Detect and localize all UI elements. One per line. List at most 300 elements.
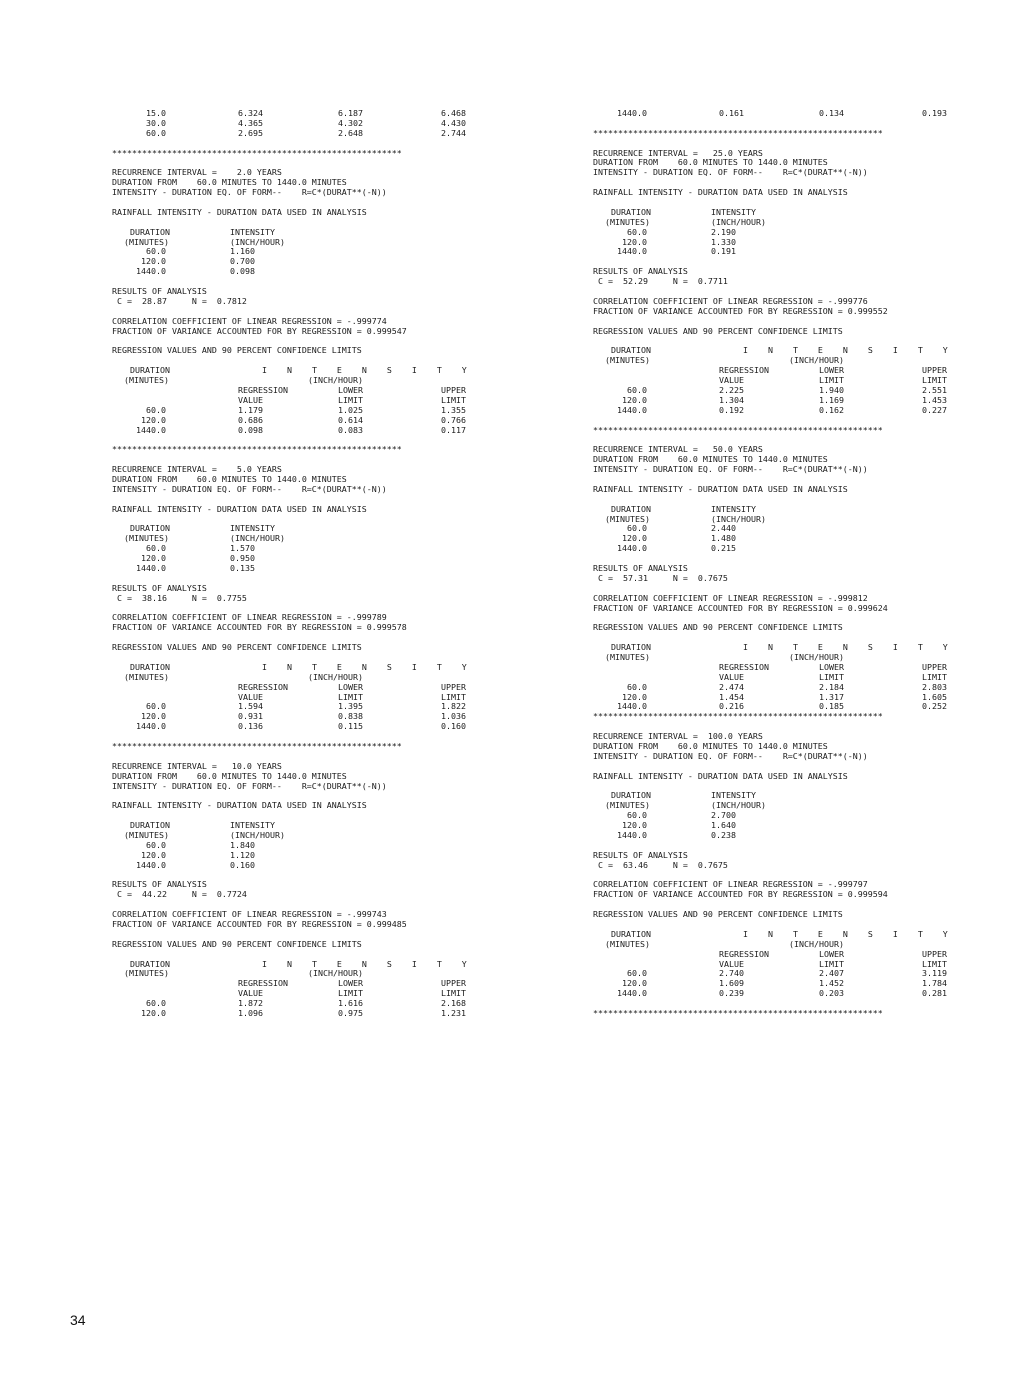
table-row	[112, 396, 492, 406]
variance-line	[112, 327, 492, 337]
cell-value: 1.160	[230, 246, 255, 257]
table-row	[112, 673, 492, 683]
results-values	[593, 574, 973, 584]
cell-duration: 60.0	[627, 968, 647, 979]
cell-value: 1.355	[441, 404, 466, 415]
table-row	[593, 653, 973, 663]
cell-duration: C = 63.46 N = 0.7675	[593, 859, 728, 870]
results-values	[112, 890, 492, 900]
cell-duration: RAINFALL INTENSITY - DURATION DATA USED IN ANALYSIS	[112, 503, 367, 514]
stars-separator	[112, 445, 492, 455]
table-row	[593, 544, 973, 554]
cell-duration: 60.0	[627, 226, 647, 237]
cell-value: REGRESSION	[238, 978, 288, 989]
table-row	[593, 376, 973, 386]
cell-duration: 1440.0	[136, 562, 166, 573]
cell-value: 0.686	[238, 414, 263, 425]
cell-value: LOWER	[819, 661, 844, 672]
table-row	[593, 831, 973, 841]
cell-duration: 120.0	[622, 236, 647, 247]
cell-value: INTENSITY	[230, 523, 275, 534]
cell-duration: 60.0	[146, 127, 166, 138]
cell-duration: 60.0	[146, 404, 166, 415]
stars-separator	[593, 426, 973, 436]
cell-value: 0.950	[230, 553, 255, 564]
cell-duration: INTENSITY - DURATION EQ. OF FORM-- R=C*(DURAT**(-N))	[112, 483, 387, 494]
equation-form-line	[593, 752, 973, 762]
cell-duration: RAINFALL INTENSITY - DURATION DATA USED IN ANALYSIS	[593, 483, 848, 494]
results-values	[593, 277, 973, 287]
cell-value: 0.098	[230, 266, 255, 277]
cell-duration: 120.0	[141, 849, 166, 860]
cell-value: I N T E N S I T Y	[743, 345, 948, 356]
cell-value: 2.648	[338, 127, 363, 138]
cell-value: 1.822	[441, 701, 466, 712]
cell-value: I N T E N S I T Y	[743, 642, 948, 653]
cell-value: VALUE	[719, 375, 744, 386]
cell-duration: **********************************************************	[593, 424, 883, 435]
regression-heading	[593, 910, 973, 920]
stars-separator	[112, 742, 492, 752]
table-row	[112, 831, 492, 841]
data-heading	[593, 188, 973, 198]
cell-value: UPPER	[922, 365, 947, 376]
cell-value: (INCH/HOUR)	[789, 938, 844, 949]
stars-separator	[112, 149, 492, 159]
table-row	[112, 257, 492, 267]
table-row	[112, 821, 492, 831]
cell-duration: C = 38.16 N = 0.7755	[112, 592, 247, 603]
cell-duration: 60.0	[146, 998, 166, 1009]
cell-duration: RECURRENCE INTERVAL = 25.0 YEARS	[593, 147, 763, 158]
cell-duration: **********************************************************	[112, 741, 402, 751]
cell-duration: FRACTION OF VARIANCE ACCOUNTED FOR BY REGRESSION = 0.999485	[112, 919, 407, 930]
cell-duration: RAINFALL INTENSITY - DURATION DATA USED IN ANALYSIS	[593, 770, 848, 781]
table-row	[112, 544, 492, 554]
cell-duration: INTENSITY - DURATION EQ. OF FORM-- R=C*(DURAT**(-N))	[112, 187, 387, 198]
cell-value: INTENSITY	[230, 226, 275, 237]
table-row	[112, 129, 492, 139]
cell-value: VALUE	[238, 691, 263, 702]
variance-line	[593, 604, 973, 614]
table-row	[593, 366, 973, 376]
table-row	[112, 683, 492, 693]
cell-duration: (MINUTES)	[605, 513, 650, 524]
table-row	[112, 426, 492, 436]
cell-duration: 1440.0	[617, 988, 647, 999]
table-row	[593, 930, 973, 940]
cell-value: 0.215	[711, 543, 736, 554]
cell-duration: 60.0	[146, 246, 166, 257]
cell-value: VALUE	[719, 958, 744, 969]
cell-value: 0.134	[819, 108, 844, 118]
cell-duration: DURATION	[130, 820, 170, 831]
cell-value: 0.614	[338, 414, 363, 425]
cell-value: 0.281	[922, 988, 947, 999]
cell-value: LIMIT	[819, 375, 844, 386]
cell-value: 3.119	[922, 968, 947, 979]
cell-value: LIMIT	[338, 394, 363, 405]
cell-value: 6.187	[338, 108, 363, 118]
cell-duration: 60.0	[627, 810, 647, 821]
table-row	[593, 801, 973, 811]
cell-value: 0.098	[238, 424, 263, 435]
table-row	[112, 109, 492, 119]
cell-value: 1.480	[711, 533, 736, 544]
cell-duration: **********************************************************	[112, 147, 402, 158]
cell-duration: REGRESSION VALUES AND 90 PERCENT CONFIDENCE LIMITS	[593, 325, 843, 336]
cell-value: 1.454	[719, 691, 744, 702]
cell-value: 4.430	[441, 117, 466, 128]
stars-separator	[593, 129, 973, 139]
cell-value: 1.169	[819, 394, 844, 405]
cell-value: REGRESSION	[238, 384, 288, 395]
cell-value: (INCH/HOUR)	[711, 216, 766, 227]
table-row	[112, 534, 492, 544]
cell-duration: DURATION FROM 60.0 MINUTES TO 1440.0 MINUTES	[112, 770, 347, 781]
cell-value: LOWER	[819, 948, 844, 959]
cell-value: 0.136	[238, 721, 263, 732]
cell-duration: 1440.0	[136, 266, 166, 277]
cell-value: 1.609	[719, 978, 744, 989]
cell-value: 0.252	[922, 701, 947, 712]
cell-duration: DURATION	[611, 642, 651, 653]
cell-value: LOWER	[338, 681, 363, 692]
cell-value: 1.840	[230, 839, 255, 850]
cell-duration: 120.0	[141, 414, 166, 425]
stars-separator	[593, 1009, 973, 1019]
cell-value: 0.192	[719, 404, 744, 415]
table-row	[112, 693, 492, 703]
cell-duration: FRACTION OF VARIANCE ACCOUNTED FOR BY REGRESSION = 0.999547	[112, 325, 407, 336]
cell-duration: 120.0	[622, 394, 647, 405]
table-row	[112, 1009, 492, 1019]
cell-duration: C = 52.29 N = 0.7711	[593, 276, 728, 287]
cell-duration: RAINFALL INTENSITY - DURATION DATA USED IN ANALYSIS	[112, 206, 367, 217]
cell-duration: REGRESSION VALUES AND 90 PERCENT CONFIDENCE LIMITS	[112, 345, 362, 356]
cell-duration: REGRESSION VALUES AND 90 PERCENT CONFIDENCE LIMITS	[593, 909, 843, 920]
cell-duration: 120.0	[141, 256, 166, 267]
cell-value: 1.096	[238, 1008, 263, 1019]
cell-duration: DURATION	[611, 345, 651, 356]
cell-value: 1.036	[441, 711, 466, 722]
cell-value: 1.616	[338, 998, 363, 1009]
cell-value: VALUE	[719, 671, 744, 682]
cell-value: INTENSITY	[711, 206, 756, 217]
cell-value: 1.640	[711, 820, 736, 831]
cell-duration: DURATION	[611, 790, 651, 801]
table-row	[593, 356, 973, 366]
cell-duration: DURATION	[130, 661, 170, 672]
cell-duration: FRACTION OF VARIANCE ACCOUNTED FOR BY REGRESSION = 0.999624	[593, 602, 888, 613]
equation-form-line	[593, 168, 973, 178]
cell-duration: C = 28.87 N = 0.7812	[112, 295, 247, 306]
table-row	[112, 554, 492, 564]
cell-duration: RESULTS OF ANALYSIS	[112, 582, 207, 593]
table-row	[112, 228, 492, 238]
cell-value: 0.083	[338, 424, 363, 435]
cell-duration: DURATION	[130, 365, 170, 376]
table-row	[593, 940, 973, 950]
results-values	[112, 297, 492, 307]
cell-value: 1.605	[922, 691, 947, 702]
table-row	[593, 989, 973, 999]
cell-value: 1.395	[338, 701, 363, 712]
cell-value: 0.238	[711, 830, 736, 841]
cell-duration: CORRELATION COEFFICIENT OF LINEAR REGRESSION = -.999789	[112, 612, 387, 623]
cell-duration: C = 44.22 N = 0.7724	[112, 889, 247, 900]
cell-value: LIMIT	[922, 375, 947, 386]
variance-line	[112, 623, 492, 633]
table-row	[593, 683, 973, 693]
cell-duration: INTENSITY - DURATION EQ. OF FORM-- R=C*(DURAT**(-N))	[593, 464, 868, 475]
cell-duration: 1440.0	[136, 721, 166, 732]
cell-value: 0.160	[230, 859, 255, 870]
cell-value: 1.179	[238, 404, 263, 415]
cell-duration: 1440.0	[136, 859, 166, 870]
cell-value: 0.161	[719, 108, 744, 118]
cell-value: 2.168	[441, 998, 466, 1009]
cell-duration: (MINUTES)	[124, 671, 169, 682]
cell-value: VALUE	[238, 394, 263, 405]
table-row	[593, 693, 973, 703]
regression-heading	[112, 940, 492, 950]
table-row	[593, 109, 973, 119]
table-row	[593, 505, 973, 515]
data-heading	[593, 772, 973, 782]
cell-duration: DURATION	[611, 928, 651, 939]
table-row	[112, 999, 492, 1009]
cell-duration: REGRESSION VALUES AND 90 PERCENT CONFIDENCE LIMITS	[112, 642, 362, 653]
table-row	[593, 969, 973, 979]
regression-heading	[112, 643, 492, 653]
cell-value: LIMIT	[338, 691, 363, 702]
cell-value: 0.193	[922, 108, 947, 118]
cell-value: LOWER	[338, 978, 363, 989]
table-row	[112, 416, 492, 426]
cell-duration: 60.0	[146, 839, 166, 850]
variance-line	[112, 920, 492, 930]
cell-duration: 1440.0	[617, 543, 647, 554]
cell-value: 2.474	[719, 681, 744, 692]
table-row	[112, 119, 492, 129]
cell-value: 1.570	[230, 543, 255, 554]
table-row	[112, 861, 492, 871]
cell-duration: (MINUTES)	[605, 216, 650, 227]
cell-duration: DURATION FROM 60.0 MINUTES TO 1440.0 MINUTES	[593, 454, 828, 465]
cell-duration: DURATION	[611, 206, 651, 217]
cell-duration: 120.0	[141, 553, 166, 564]
results-values	[593, 861, 973, 871]
table-row	[112, 247, 492, 257]
equation-form-line	[112, 188, 492, 198]
cell-value: LOWER	[819, 365, 844, 376]
cell-duration: 60.0	[627, 523, 647, 534]
cell-value: 0.838	[338, 711, 363, 722]
table-row	[593, 663, 973, 673]
cell-value: 0.115	[338, 721, 363, 732]
cell-duration: 120.0	[141, 711, 166, 722]
table-row	[112, 722, 492, 732]
cell-duration: (MINUTES)	[124, 830, 169, 841]
cell-value: 4.365	[238, 117, 263, 128]
cell-value: REGRESSION	[719, 948, 769, 959]
cell-duration: INTENSITY - DURATION EQ. OF FORM-- R=C*(DURAT**(-N))	[593, 167, 868, 178]
cell-value: LIMIT	[922, 671, 947, 682]
data-heading	[112, 208, 492, 218]
cell-duration: RECURRENCE INTERVAL = 2.0 YEARS	[112, 167, 282, 178]
cell-value: LIMIT	[819, 958, 844, 969]
cell-value: LOWER	[338, 384, 363, 395]
cell-duration: 60.0	[146, 543, 166, 554]
cell-duration: FRACTION OF VARIANCE ACCOUNTED FOR BY REGRESSION = 0.999594	[593, 889, 888, 900]
regression-heading	[593, 327, 973, 337]
cell-value: (INCH/HOUR)	[711, 800, 766, 811]
cell-value: LIMIT	[441, 691, 466, 702]
cell-duration: **********************************************************	[593, 711, 883, 722]
cell-value: 2.700	[711, 810, 736, 821]
cell-value: 1.317	[819, 691, 844, 702]
cell-duration: RESULTS OF ANALYSIS	[593, 266, 688, 277]
cell-duration: 1440.0	[617, 108, 647, 118]
cell-duration: DURATION FROM 60.0 MINUTES TO 1440.0 MINUTES	[112, 177, 347, 188]
equation-form-line	[112, 782, 492, 792]
cell-value: I N T E N S I T Y	[262, 365, 467, 376]
cell-duration: RAINFALL INTENSITY - DURATION DATA USED IN ANALYSIS	[593, 187, 848, 198]
cell-duration: (MINUTES)	[124, 375, 169, 386]
cell-duration: **********************************************************	[593, 127, 883, 138]
cell-duration: FRACTION OF VARIANCE ACCOUNTED FOR BY REGRESSION = 0.999552	[593, 305, 888, 316]
cell-duration: 30.0	[146, 117, 166, 128]
cell-duration: 1440.0	[617, 246, 647, 257]
cell-value: 6.468	[441, 108, 466, 118]
table-row	[112, 979, 492, 989]
cell-value: 2.184	[819, 681, 844, 692]
table-row	[593, 821, 973, 831]
cell-value: (INCH/HOUR)	[230, 236, 285, 247]
cell-duration: 1440.0	[617, 404, 647, 415]
cell-value: REGRESSION	[238, 681, 288, 692]
table-row	[112, 406, 492, 416]
cell-value: 1.872	[238, 998, 263, 1009]
equation-form-line	[112, 485, 492, 495]
cell-value: 1.231	[441, 1008, 466, 1019]
cell-duration: 1440.0	[136, 424, 166, 435]
table-row	[593, 524, 973, 534]
data-heading	[112, 505, 492, 515]
table-row	[112, 702, 492, 712]
table-row	[593, 673, 973, 683]
cell-duration: DURATION	[611, 503, 651, 514]
cell-duration: RESULTS OF ANALYSIS	[593, 562, 688, 573]
table-row	[593, 811, 973, 821]
cell-value: LIMIT	[441, 394, 466, 405]
cell-value: LIMIT	[922, 958, 947, 969]
cell-value: (INCH/HOUR)	[308, 375, 363, 386]
cell-duration: CORRELATION COEFFICIENT OF LINEAR REGRESSION = -.999812	[593, 592, 868, 603]
table-row	[593, 396, 973, 406]
cell-duration: 120.0	[622, 820, 647, 831]
cell-value: UPPER	[922, 948, 947, 959]
variance-line	[593, 307, 973, 317]
cell-duration: (MINUTES)	[605, 800, 650, 811]
cell-duration: CORRELATION COEFFICIENT OF LINEAR REGRESSION = -.999774	[112, 315, 387, 326]
cell-duration: INTENSITY - DURATION EQ. OF FORM-- R=C*(DURAT**(-N))	[112, 780, 387, 791]
cell-duration: RECURRENCE INTERVAL = 100.0 YEARS	[593, 731, 763, 742]
table-row	[593, 791, 973, 801]
cell-value: 0.117	[441, 424, 466, 435]
cell-value: LIMIT	[441, 988, 466, 999]
cell-value: 2.803	[922, 681, 947, 692]
cell-value: REGRESSION	[719, 661, 769, 672]
data-heading	[112, 801, 492, 811]
cell-duration: RAINFALL INTENSITY - DURATION DATA USED IN ANALYSIS	[112, 800, 367, 811]
cell-duration: 60.0	[627, 384, 647, 395]
cell-duration: DURATION FROM 60.0 MINUTES TO 1440.0 MINUTES	[593, 157, 828, 168]
table-row	[112, 712, 492, 722]
cell-value: I N T E N S I T Y	[262, 661, 467, 672]
cell-value: 1.784	[922, 978, 947, 989]
cell-value: 2.695	[238, 127, 263, 138]
cell-value: 0.135	[230, 562, 255, 573]
cell-value: 1.452	[819, 978, 844, 989]
table-row	[593, 406, 973, 416]
cell-value: 0.975	[338, 1008, 363, 1019]
cell-value: 0.216	[719, 701, 744, 712]
equation-form-line	[593, 465, 973, 475]
cell-value: (INCH/HOUR)	[711, 513, 766, 524]
cell-value: 0.227	[922, 404, 947, 415]
cell-value: (INCH/HOUR)	[230, 533, 285, 544]
table-row	[112, 841, 492, 851]
cell-duration: CORRELATION COEFFICIENT OF LINEAR REGRESSION = -.999743	[112, 909, 387, 920]
cell-value: 0.160	[441, 721, 466, 732]
cell-value: 2.407	[819, 968, 844, 979]
cell-value: (INCH/HOUR)	[308, 968, 363, 979]
cell-value: 1.304	[719, 394, 744, 405]
cell-duration: DURATION	[130, 958, 170, 969]
cell-duration: 15.0	[146, 108, 166, 118]
cell-value: 0.700	[230, 256, 255, 267]
cell-value: UPPER	[441, 384, 466, 395]
data-heading	[593, 485, 973, 495]
cell-value: 0.203	[819, 988, 844, 999]
cell-value: 0.766	[441, 414, 466, 425]
cell-duration: REGRESSION VALUES AND 90 PERCENT CONFIDENCE LIMITS	[593, 622, 843, 633]
table-row	[593, 643, 973, 653]
cell-value: 6.324	[238, 108, 263, 118]
table-row	[593, 534, 973, 544]
cell-value: 0.191	[711, 246, 736, 257]
table-row	[593, 228, 973, 238]
table-row	[593, 979, 973, 989]
cell-value: 1.594	[238, 701, 263, 712]
cell-duration: 60.0	[627, 681, 647, 692]
cell-value: I N T E N S I T Y	[262, 958, 467, 969]
cell-duration: RESULTS OF ANALYSIS	[593, 849, 688, 860]
table-row	[593, 515, 973, 525]
cell-duration: **********************************************************	[593, 1008, 883, 1019]
variance-line	[593, 890, 973, 900]
cell-duration: FRACTION OF VARIANCE ACCOUNTED FOR BY REGRESSION = 0.999578	[112, 622, 407, 633]
table-row	[593, 960, 973, 970]
cell-value: LIMIT	[338, 988, 363, 999]
cell-duration: (MINUTES)	[124, 968, 169, 979]
table-row	[112, 238, 492, 248]
page-number: 34	[70, 1312, 86, 1328]
cell-value: 2.740	[719, 968, 744, 979]
cell-duration: RECURRENCE INTERVAL = 5.0 YEARS	[112, 464, 282, 475]
